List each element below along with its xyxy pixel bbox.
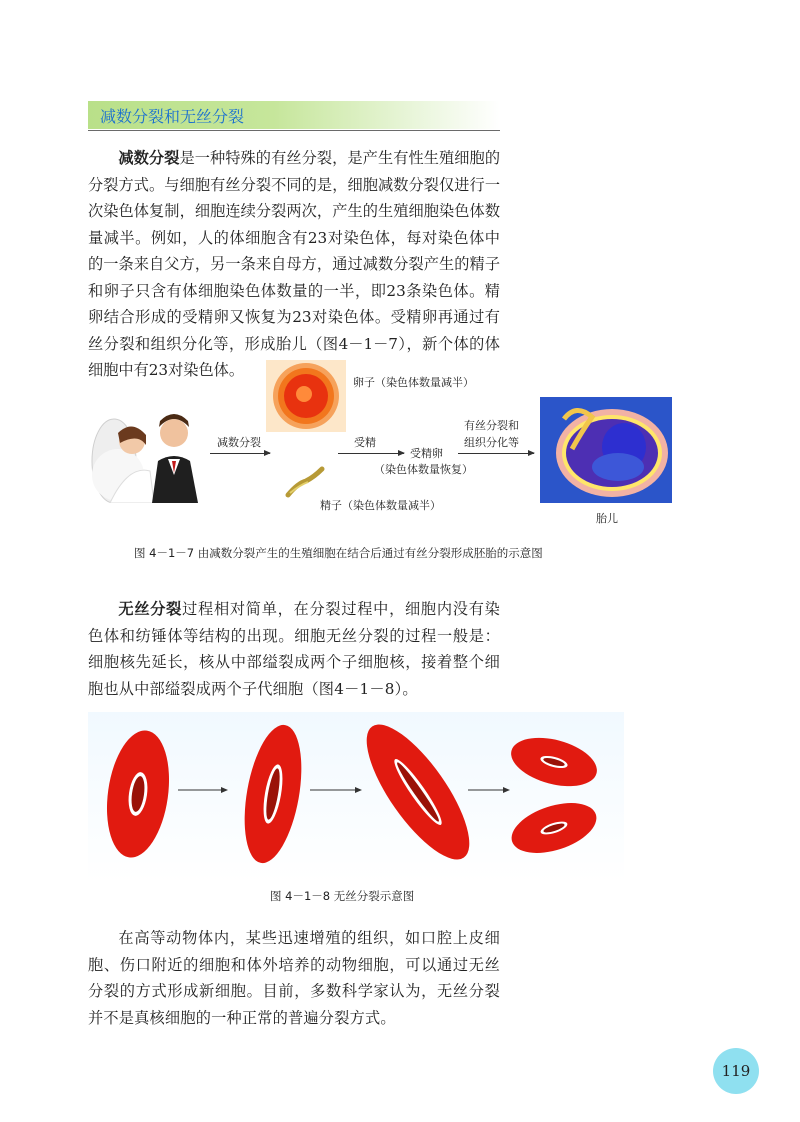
paragraph-meiosis [88, 145, 500, 384]
couple-illustration [88, 403, 218, 503]
page-number-badge [713, 1048, 759, 1094]
term-amitosis: 无丝分裂 [118, 600, 183, 618]
label-zygote: 受精卵 [410, 447, 443, 460]
paragraph-amitosis [88, 596, 500, 702]
section-title: 减数分裂和无丝分裂 [100, 107, 245, 126]
label-mitosis-line1: 有丝分裂和 [464, 419, 519, 432]
label-meiosis: 减数分裂 [217, 436, 261, 449]
label-sperm: 精子（染色体数量减半） [320, 499, 441, 512]
figure-caption-4-1-8: 图 4－1－8 无丝分裂示意图 [270, 889, 415, 903]
figure-caption-4-1-7: 图 4－1－7 由减数分裂产生的生殖细胞在结合后通过有丝分裂形成胚胎的示意图 [134, 546, 543, 560]
egg-cell-image [266, 360, 346, 432]
fetus-image [540, 397, 672, 503]
paragraph-amitosis-occurrence-text: 在高等动物体内，某些迅速增殖的组织，如口腔上皮细胞、伤口附近的细胞和体外培养的动物细胞，可以通过无丝分裂的方式形成新细胞。目前，多数科学家认为，无丝分裂并不是真核细胞的一种正常的普遍分裂方式。 [88, 929, 500, 1027]
paragraph-meiosis-text: 是一种特殊的有丝分裂，是产生有性生殖细胞的分裂方式。与细胞有丝分裂不同的是，细胞减数分裂仅进行一次染色体复制，细胞连续分裂两次，产生的生殖细胞染色体数量减半。例如，人的体细胞含有23对染色体，每对染色体中的一条来自父方，另一条来自母方，通过减数分裂产生的精子和卵子只含有体细胞染色体数量的一半，即23条染色体。精卵结合形成的受精卵又恢复为23对染色体。受精卵再通过有丝分裂和组织分化等，形成胎儿（图4－1－7），新个体的体细胞中有23对染色体。 [88, 149, 501, 379]
page-number: 119 [721, 1062, 751, 1080]
arrow-fertilization [338, 453, 404, 454]
arrow-meiosis [210, 453, 270, 454]
figure-amitosis-diagram [88, 712, 624, 882]
label-mitosis-line2: 组织分化等 [464, 436, 519, 449]
term-meiosis: 减数分裂 [118, 149, 180, 167]
section-divider [88, 130, 500, 131]
figure-meiosis-diagram [88, 355, 708, 555]
label-zygote-note: （染色体数量恢复） [374, 463, 473, 476]
arrow-mitosis [458, 453, 534, 454]
label-fetus: 胎儿 [596, 512, 618, 525]
label-fertilization: 受精 [354, 436, 376, 449]
paragraph-amitosis-occurrence [88, 925, 500, 1031]
paragraph-amitosis-text: 过程相对简单，在分裂过程中，细胞内没有染色体和纺锤体等结构的出现。细胞无丝分裂的过程一般是：细胞核先延长，核从中部缢裂成两个子细胞核，接着整个细胞也从中部缢裂成两个子代细胞（图4－1－8）。 [88, 600, 501, 698]
label-egg: 卵子（染色体数量减半） [353, 376, 474, 389]
sperm-cell-image [284, 463, 326, 499]
